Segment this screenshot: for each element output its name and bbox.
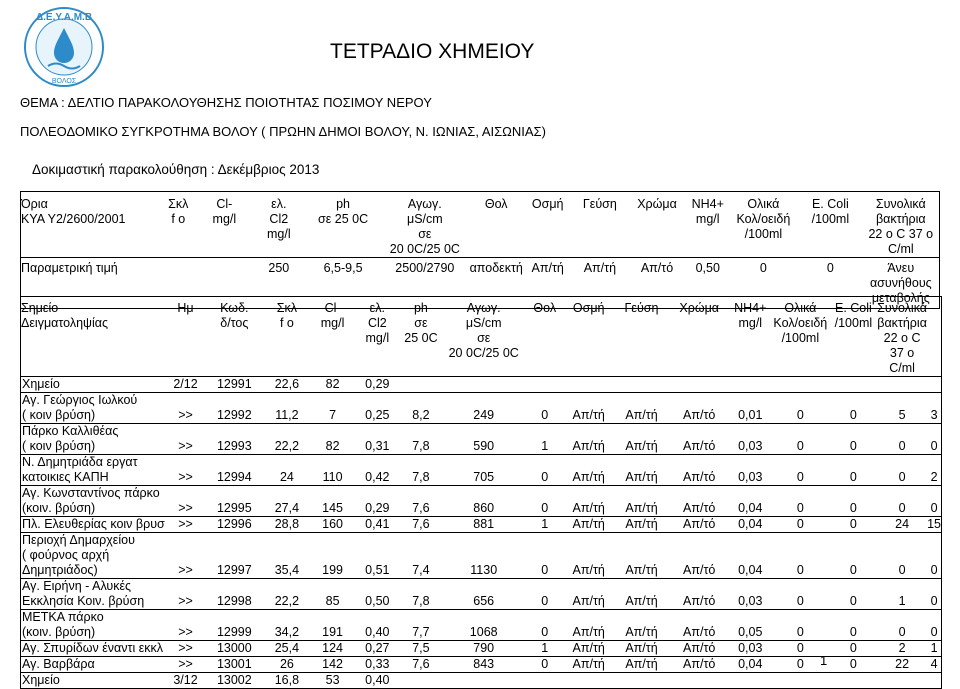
sample-value: 0: [830, 486, 877, 517]
limits-header-cond: Αγωγ. μS/cm σε 20 0C/25 0C: [389, 197, 460, 256]
sample-value: 0: [877, 533, 927, 579]
sample-value: 5: [877, 393, 927, 424]
sample-value: 0: [830, 517, 877, 533]
sample-site: Αγ. Ειρήνη - Αλυκές Εκκλησία Κοιν. βρύση: [21, 579, 166, 610]
sample-value: 0: [830, 455, 877, 486]
sample-site: Πλ. Ελευθερίας κοιν βρυσ: [22, 517, 165, 531]
sample-value: [563, 377, 614, 393]
sample-value: 2: [877, 641, 927, 657]
sample-value: 0: [771, 393, 830, 424]
sample-value: 0: [526, 610, 563, 641]
deyamv-logo: [18, 6, 110, 88]
sample-site: Χημείο: [21, 377, 166, 393]
sample-value: 0: [771, 424, 830, 455]
page-number: 1: [820, 653, 828, 668]
sample-value: 27,4: [263, 486, 312, 517]
sample-value: 0: [830, 641, 877, 657]
sample-value: 13002: [206, 673, 263, 689]
sample-value: Απ/τή: [563, 641, 614, 657]
sample-value: 0: [526, 486, 563, 517]
sample-value: [563, 673, 614, 689]
sample-value: Απ/τή: [614, 393, 669, 424]
param-value: 6,5-9,5: [306, 258, 380, 309]
sample-value: Απ/τή: [614, 641, 669, 657]
sample-value: [614, 673, 669, 689]
sample-value: >>: [165, 641, 206, 657]
param-value: 2500/2790: [380, 258, 469, 309]
sample-value: 53: [311, 673, 354, 689]
samples-header-total: Συνολικά βακτήρια 22 o C 37 o C/ml: [877, 301, 928, 375]
sample-value: 0: [877, 486, 927, 517]
sample-value: 0: [830, 533, 877, 579]
sample-value: 0,51: [354, 533, 401, 579]
sample-value: 13001: [206, 657, 263, 673]
sample-value: 0,04: [730, 657, 771, 673]
sample-value: 0,33: [354, 657, 401, 673]
sample-value: 0,03: [730, 579, 771, 610]
sample-value: [526, 673, 563, 689]
sample-value: 1: [927, 641, 941, 657]
sample-value: >>: [165, 486, 206, 517]
sample-value: Απ/τό: [669, 393, 730, 424]
sample-value: [830, 377, 877, 393]
sample-value: 0: [927, 579, 941, 610]
sample-value: 0,40: [354, 673, 401, 689]
sample-value: 3: [927, 393, 941, 424]
sample-value: 0,31: [354, 424, 401, 455]
table-row: [21, 517, 942, 533]
limits-header-geusi: Γεύση: [582, 197, 617, 211]
sample-value: 34,2: [263, 610, 312, 641]
sample-value: 22,6: [263, 377, 312, 393]
limits-header-cl: Cl- mg/l: [212, 197, 237, 226]
sample-site: Περιοχή Δημαρχείου ( φούρνος αρχή Δημητριάδος): [21, 533, 166, 579]
sample-value: [401, 377, 442, 393]
table-row: [21, 657, 942, 673]
limits-header-total: Συνολικά βακτήρια 22 o C 37 o C/ml: [868, 197, 934, 256]
sample-value: 2/12: [165, 377, 206, 393]
limits-header-ph: ph σε 25 0C: [318, 197, 369, 226]
sample-value: 0,27: [354, 641, 401, 657]
param-value: Απ/τό: [627, 258, 687, 309]
samples-header-skl: Σκλ f o: [276, 301, 298, 330]
sample-value: 1068: [441, 610, 526, 641]
sample-value: 3/12: [165, 673, 206, 689]
sample-value: Απ/τή: [563, 486, 614, 517]
sample-value: 881: [441, 517, 526, 533]
sample-value: >>: [165, 533, 206, 579]
sample-value: 12998: [206, 579, 263, 610]
limits-header-xroma: Χρώμα: [637, 197, 677, 211]
sample-value: [771, 377, 830, 393]
sample-site: Αγ. Γεώργιος Ιωλκού ( κοιν βρύση): [21, 393, 166, 424]
sample-value: 1: [877, 579, 927, 610]
sample-value: 35,4: [263, 533, 312, 579]
sample-value: 0: [526, 455, 563, 486]
sample-value: 145: [311, 486, 354, 517]
sample-value: Απ/τή: [614, 657, 669, 673]
sample-value: 249: [441, 393, 526, 424]
sample-value: 0: [771, 486, 830, 517]
sample-value: 0,04: [730, 533, 771, 579]
sample-value: 7,6: [401, 486, 442, 517]
sample-value: 0,50: [354, 579, 401, 610]
param-value: 0,50: [687, 258, 729, 309]
limits-header-limits: Όρια ΚΥΑ Υ2/2600/2001: [21, 197, 126, 226]
sample-value: Απ/τή: [563, 393, 614, 424]
sample-value: 843: [441, 657, 526, 673]
sample-value: 656: [441, 579, 526, 610]
sample-site: Πάρκο Καλλιθέας ( κοιν βρύση): [21, 424, 166, 455]
sample-value: 7,8: [401, 579, 442, 610]
sample-value: >>: [165, 455, 206, 486]
sample-value: 124: [311, 641, 354, 657]
sample-value: 85: [311, 579, 354, 610]
sample-value: 0: [526, 533, 563, 579]
sample-value: Απ/τή: [563, 533, 614, 579]
sample-value: 0: [877, 424, 927, 455]
sample-value: 0: [830, 610, 877, 641]
sample-value: [441, 377, 526, 393]
samples-header-geusi: Γεύση: [624, 301, 659, 315]
sample-value: 15: [927, 517, 941, 531]
sample-value: 13000: [206, 641, 263, 657]
sample-value: 24: [877, 517, 927, 533]
limits-header-osmi: Οσμή: [531, 197, 564, 211]
period-line: Δοκιμαστική παρακολούθηση : Δεκέμβριος 2013: [32, 162, 320, 177]
sample-value: [669, 673, 730, 689]
sample-value: Απ/τό: [669, 486, 730, 517]
logo-top-text: Δ.Ε.Υ.Α.Μ.Β: [35, 12, 93, 23]
sample-value: >>: [165, 657, 206, 673]
param-value: 250: [252, 258, 306, 309]
sample-value: 12994: [206, 455, 263, 486]
sample-value: 0: [927, 610, 941, 641]
sample-value: 82: [311, 377, 354, 393]
sample-value: 0: [771, 657, 830, 673]
sample-value: Απ/τό: [669, 533, 730, 579]
samples-table: [20, 296, 942, 689]
sample-value: 0: [771, 533, 830, 579]
sample-value: 0,25: [354, 393, 401, 424]
sample-value: 0,04: [730, 486, 771, 517]
sample-value: [927, 673, 941, 689]
sample-value: 25,4: [263, 641, 312, 657]
sample-value: Απ/τή: [563, 610, 614, 641]
sample-value: 0: [830, 579, 877, 610]
limits-header-coli: Ολικά Κολ/οειδή /100ml: [736, 197, 791, 241]
sample-value: 7,8: [401, 455, 442, 486]
sample-value: 790: [441, 641, 526, 657]
sample-site: Αγ. Κωνσταντίνος πάρκο (κοιν. βρύση): [21, 486, 166, 517]
logo-bottom-text: ΒΟΛΟΣ: [51, 78, 77, 85]
sample-value: 0,03: [730, 424, 771, 455]
sample-value: 0,41: [354, 517, 401, 533]
samples-header-cl: Cl- mg/l: [320, 301, 345, 330]
sample-value: 7,7: [401, 610, 442, 641]
sample-value: 4: [927, 657, 941, 673]
sample-value: 199: [311, 533, 354, 579]
sample-value: Απ/τή: [614, 486, 669, 517]
sample-value: 0,03: [730, 641, 771, 657]
sample-value: 110: [311, 455, 354, 486]
sample-value: [927, 377, 941, 393]
sample-value: 0,05: [730, 610, 771, 641]
sample-value: Απ/τό: [669, 579, 730, 610]
param-value: 0: [798, 258, 863, 309]
samples-header-osmi: Οσμή: [572, 301, 605, 315]
limits-header-thol: Θολ: [484, 197, 508, 211]
sample-value: 0: [526, 579, 563, 610]
samples-header-ecoli: E. Coli /100ml: [834, 301, 873, 330]
sample-value: Απ/τή: [614, 579, 669, 610]
sample-value: 0,04: [730, 517, 771, 533]
sample-value: 0,29: [354, 377, 401, 393]
sample-value: 7: [311, 393, 354, 424]
sample-value: [771, 673, 830, 689]
sample-value: 0: [526, 393, 563, 424]
param-value: αποδεκτή: [470, 258, 523, 309]
sample-value: Απ/τό: [669, 517, 730, 533]
sample-value: 860: [441, 486, 526, 517]
sample-value: Απ/τή: [563, 579, 614, 610]
sample-value: 0: [877, 455, 927, 486]
sample-value: 1: [526, 641, 563, 657]
sample-value: 82: [311, 424, 354, 455]
sample-value: >>: [165, 517, 206, 533]
limits-header-elcl: ελ. Cl2 mg/l: [266, 197, 291, 241]
sample-value: 0,40: [354, 610, 401, 641]
samples-header-code: Κωδ. δ/τος: [220, 301, 249, 330]
limits-header-nh4: NH4+ mg/l: [691, 197, 724, 226]
sample-value: 0: [771, 455, 830, 486]
sample-value: 12996: [206, 517, 263, 533]
sample-value: [730, 673, 771, 689]
sample-value: Απ/τή: [614, 517, 669, 533]
sample-value: 191: [311, 610, 354, 641]
table-row: [21, 641, 942, 657]
sample-value: Απ/τό: [669, 610, 730, 641]
param-value: Άνευ ασυνήθους μεταβολής: [863, 258, 940, 309]
sample-value: 22: [877, 657, 927, 673]
sample-value: 12991: [206, 377, 263, 393]
sample-value: [526, 377, 563, 393]
table-row: [21, 393, 942, 424]
param-value: Απ/τή: [523, 258, 573, 309]
sample-value: 0,01: [730, 393, 771, 424]
sample-value: 12997: [206, 533, 263, 579]
samples-header-point: Σημείο Δειγματοληψίας: [21, 301, 108, 330]
sample-value: 0: [771, 579, 830, 610]
sample-value: [614, 377, 669, 393]
sample-site: Ν. Δημητριάδα εργατ κατοικιες ΚΑΠΗ: [21, 455, 166, 486]
sample-value: 0: [771, 641, 830, 657]
table-row: [21, 610, 942, 641]
sample-value: Απ/τή: [614, 533, 669, 579]
sample-value: 0: [771, 517, 830, 533]
sample-value: Απ/τή: [614, 610, 669, 641]
sample-value: Απ/τή: [563, 424, 614, 455]
sample-value: [830, 673, 877, 689]
sample-value: [441, 673, 526, 689]
sample-value: >>: [165, 610, 206, 641]
sample-value: 0,29: [354, 486, 401, 517]
limits-header-skl: Σκλ f o: [168, 197, 189, 226]
sample-value: 1: [526, 517, 563, 533]
sample-value: [877, 377, 927, 393]
sample-value: 11,2: [263, 393, 312, 424]
samples-header-xroma: Χρώμα: [679, 301, 720, 315]
samples-header-nh4: NH4+ mg/l: [734, 301, 767, 330]
sample-value: Απ/τό: [669, 424, 730, 455]
table-row: [21, 579, 942, 610]
sample-value: >>: [165, 579, 206, 610]
sample-value: 0: [927, 424, 941, 455]
subject-line: ΘΕΜΑ : ΔΕΛΤΙΟ ΠΑΡΑΚΟΛΟΥΘΗΣΗΣ ΠΟΙΟΤΗΤΑΣ ΠΟΣΙΜΟΥ ΝΕΡΟΥ: [20, 95, 432, 110]
sample-value: Απ/τή: [563, 455, 614, 486]
sample-site: ΜΕΤΚΑ πάρκο (κοιν. βρύση): [21, 610, 166, 641]
table-row: [21, 673, 942, 689]
sample-value: >>: [165, 393, 206, 424]
sample-site: Αγ. Βαρβάρα: [21, 657, 166, 673]
sample-value: 0: [830, 657, 877, 673]
sample-value: 12993: [206, 424, 263, 455]
page-title: ΤΕΤΡΑΔΙΟ ΧΗΜΕΙΟΥ: [330, 40, 535, 63]
sample-value: Απ/τή: [563, 657, 614, 673]
table-row: [21, 455, 942, 486]
samples-header-date: Ημ: [177, 301, 194, 315]
sample-value: Απ/τή: [614, 455, 669, 486]
sample-value: 0: [927, 486, 941, 517]
sample-value: 22,2: [263, 424, 312, 455]
limits-header-ecoli: E. Coli /100ml: [811, 197, 850, 226]
sample-value: [877, 673, 927, 689]
table-row: [21, 377, 942, 393]
sample-value: Απ/τή: [614, 424, 669, 455]
sample-value: 7,8: [401, 424, 442, 455]
sample-site: Αγ. Σπυρίδων έναντι εκκλ: [22, 641, 164, 655]
sample-value: [669, 377, 730, 393]
sample-value: [730, 377, 771, 393]
sample-value: 12992: [206, 393, 263, 424]
sample-value: 160: [311, 517, 354, 533]
sample-value: 12995: [206, 486, 263, 517]
samples-header-coli: Ολικά Κολ/οειδή /100ml: [773, 301, 828, 345]
sample-value: 7,6: [401, 657, 442, 673]
sample-value: Απ/τό: [669, 455, 730, 486]
sample-value: 2: [927, 455, 941, 486]
sample-value: >>: [165, 424, 206, 455]
samples-header-cond: Αγωγ. μS/cm σε 20 0C/25 0C: [448, 301, 519, 360]
sample-value: [401, 673, 442, 689]
sample-value: 142: [311, 657, 354, 673]
sample-value: 0: [526, 657, 563, 673]
sample-value: 0: [877, 610, 927, 641]
table-row: [21, 486, 942, 517]
limits-table: [20, 191, 940, 309]
param-value: 0: [729, 258, 798, 309]
sample-value: 1130: [441, 533, 526, 579]
sample-value: 24: [263, 455, 312, 486]
param-value: Απ/τή: [573, 258, 628, 309]
sample-value: 590: [441, 424, 526, 455]
samples-header-elcl: ελ. Cl2 mg/l: [365, 301, 390, 345]
sample-value: 705: [441, 455, 526, 486]
sample-value: Απ/τό: [669, 657, 730, 673]
sample-value: 0: [830, 393, 877, 424]
table-row: [21, 424, 942, 455]
sample-value: 0: [771, 610, 830, 641]
sample-value: 7,5: [401, 641, 442, 657]
sample-value: 7,6: [401, 517, 442, 533]
sample-value: 1: [526, 424, 563, 455]
sample-value: 0,42: [354, 455, 401, 486]
sample-value: 22,2: [263, 579, 312, 610]
sample-value: 8,2: [401, 393, 442, 424]
sample-site: Χημείο: [21, 673, 166, 689]
sample-value: 12999: [206, 610, 263, 641]
sample-value: 28,8: [263, 517, 312, 533]
samples-header-thol: Θολ: [533, 301, 557, 315]
sample-value: Απ/τή: [563, 517, 614, 533]
sample-value: 16,8: [263, 673, 312, 689]
param-label: Παραμετρική τιμή: [21, 258, 252, 309]
sample-value: 26: [263, 657, 312, 673]
sample-value: 0: [927, 533, 941, 579]
samples-header-ph: ph σε 25 0C: [404, 301, 438, 345]
sample-value: 0: [830, 424, 877, 455]
table-row: [21, 533, 942, 579]
sample-value: 0,03: [730, 455, 771, 486]
sample-value: 7,4: [401, 533, 442, 579]
area-line: ΠΟΛΕΟΔΟΜΙΚΟ ΣΥΓΚΡΟΤΗΜΑ ΒΟΛΟΥ ( ΠΡΩΗΝ ΔΗΜΟΙ ΒΟΛΟΥ, Ν. ΙΩΝΙΑΣ, ΑΙΣΩΝΙΑΣ): [20, 124, 546, 139]
sample-value: Απ/τό: [669, 641, 730, 657]
